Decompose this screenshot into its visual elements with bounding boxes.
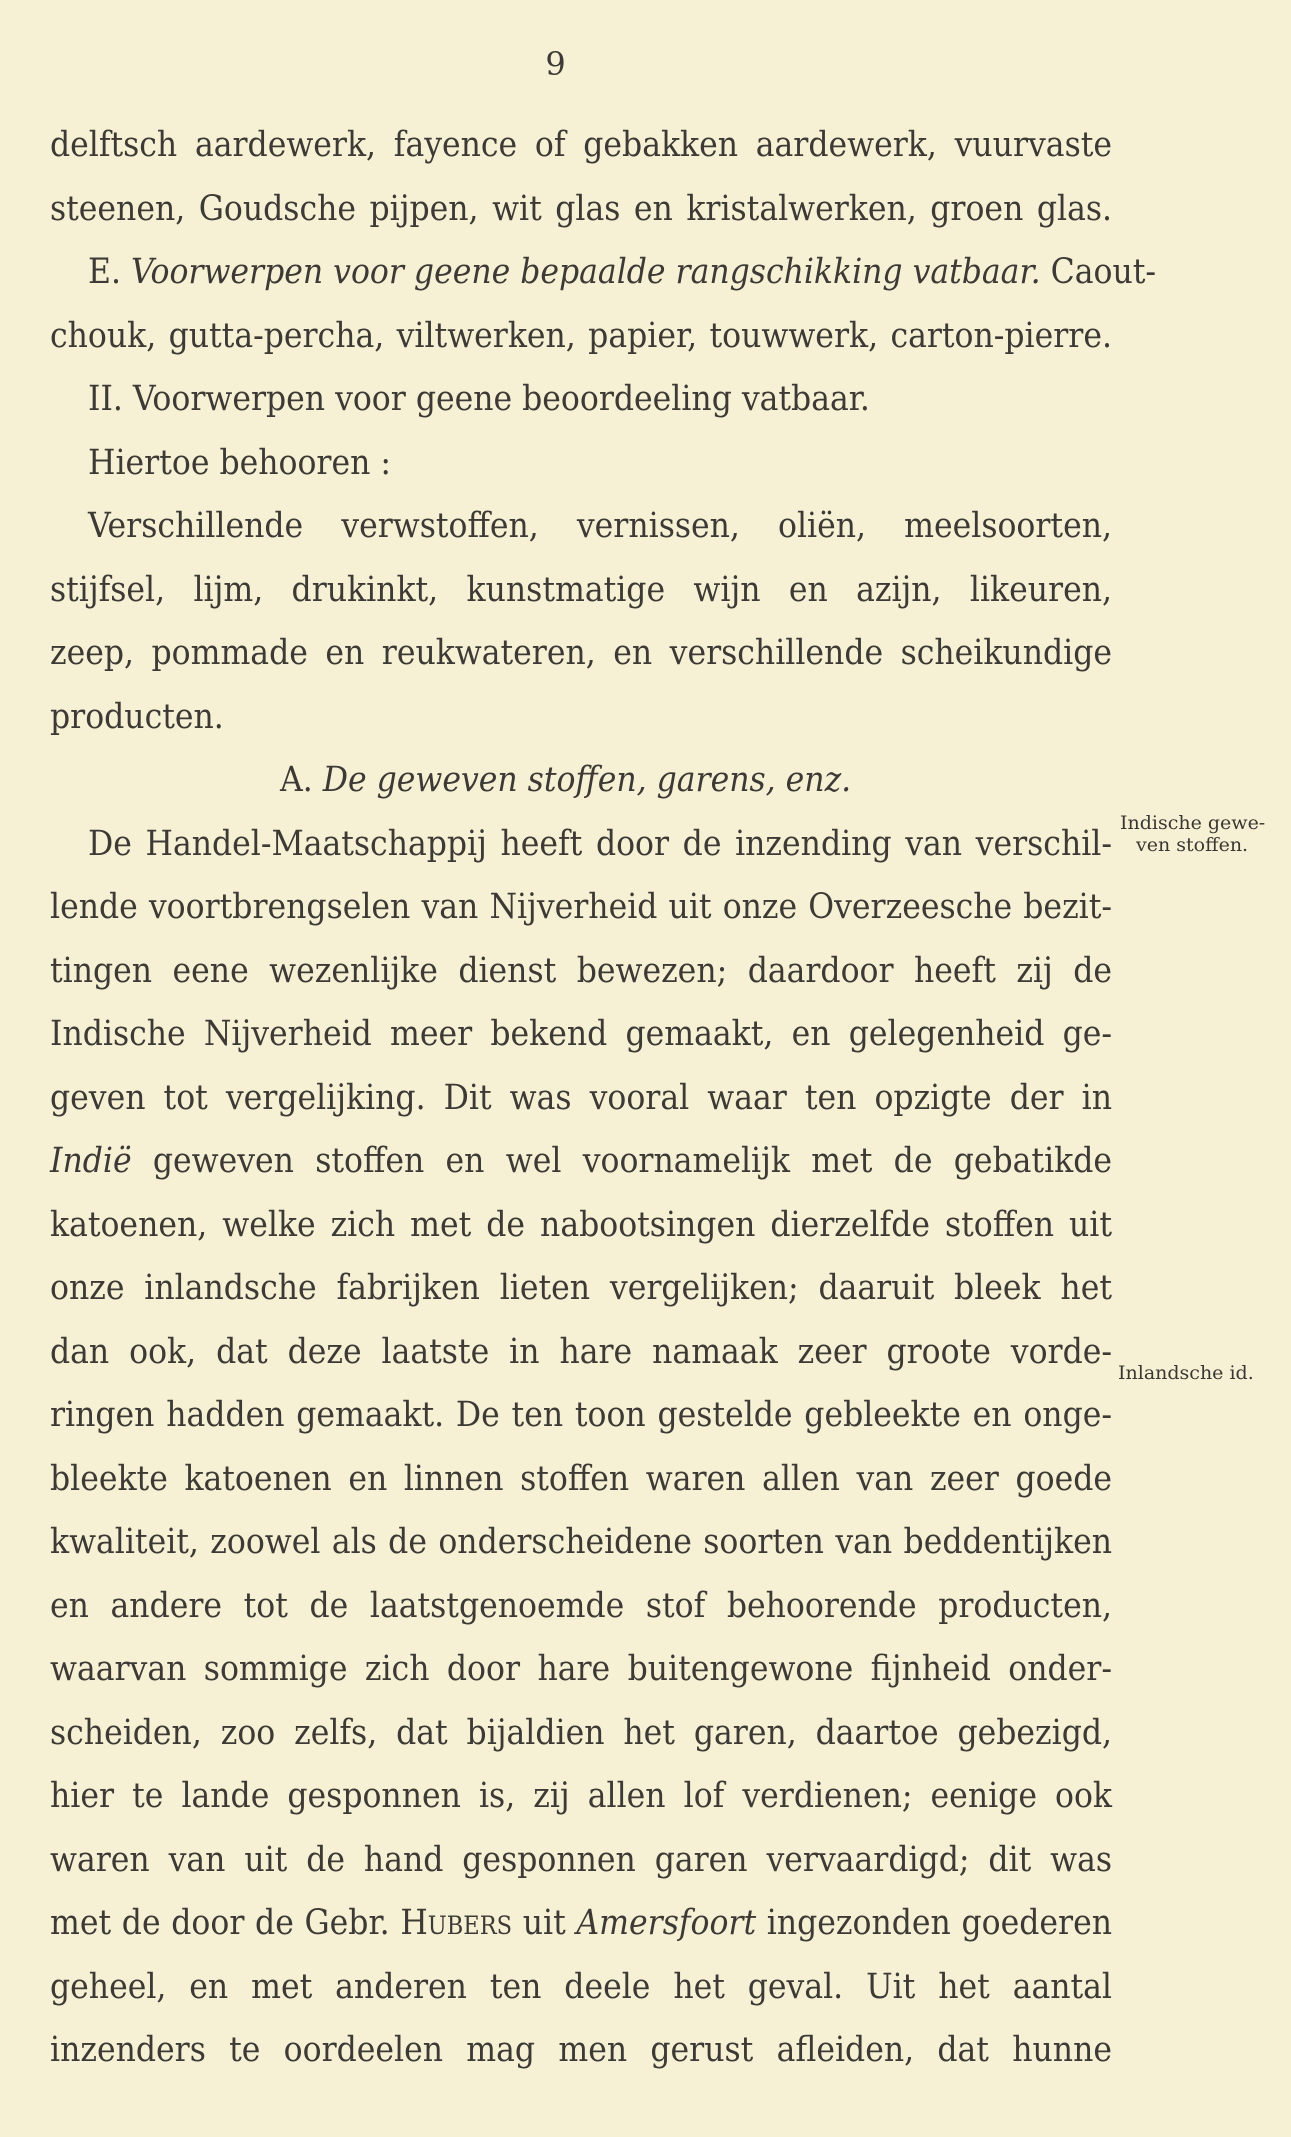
text-line: hier te lande gesponnen is, zij allen lof verdienen; eenige ook bbox=[50, 1776, 1112, 1816]
text-line: onze inlandsche fabrijken lieten vergelijken; daaruit bleek het bbox=[50, 1268, 1112, 1308]
text-line: Hiertoe behooren : bbox=[88, 442, 391, 483]
section-letter: E. bbox=[88, 252, 131, 292]
text-line bbox=[50, 241, 1157, 305]
text-line: geven tot vergelijking. Dit was vooral waar ten opzigte der in bbox=[50, 1077, 1112, 1118]
text-fragment: geweven stoffen en wel voornamelijk met de gebatikde bbox=[131, 1141, 1112, 1181]
text-line: katoenen, welke zich met de nabootsingen dierzelfde stoffen uit bbox=[50, 1204, 1112, 1245]
text-fragment: uit bbox=[512, 1903, 577, 1943]
text-line: ringen hadden gemaakt. De ten toon gestelde gebleekte en onge- bbox=[50, 1395, 1112, 1435]
text-line bbox=[50, 1892, 1112, 1956]
text-fragment: Caout- bbox=[1040, 252, 1157, 292]
text-line: geheel, en met anderen ten deele het geval. Uit het aantal bbox=[50, 1966, 1112, 2007]
text-line: scheiden, zoo zelfs, dat bijaldien het garen, daartoe gebezigd, bbox=[50, 1712, 1112, 1753]
margin-note-inlandsche: Inlandsche id. bbox=[1118, 1362, 1254, 1384]
text-line: bleekte katoenen en linnen stoffen waren allen van zeer goede bbox=[50, 1458, 1112, 1499]
margin-note-indische bbox=[1120, 812, 1265, 856]
page-number: 9 bbox=[545, 45, 567, 83]
text-line bbox=[50, 1130, 1112, 1194]
text-line: delftsch aardewerk, fayence of gebakken aardewerk, vuurvaste bbox=[50, 125, 1112, 165]
text-fragment: ingezonden goederen bbox=[756, 1903, 1112, 1943]
text-line: stijfsel, lijm, drukinkt, kunstmatige wijn en azijn, likeuren, bbox=[50, 569, 1112, 610]
text-line: producten. bbox=[50, 696, 224, 737]
text-line: kwaliteit, zoowel als de onderscheidene soorten van beddentijken bbox=[50, 1522, 1112, 1562]
text-line: waarvan sommige zich door hare buitengewone fijnheid onder- bbox=[50, 1649, 1112, 1689]
section-heading-italic: Voorwerpen voor geene bepaalde rangschikking vatbaar. bbox=[130, 252, 1041, 292]
text-line: Verschillende verwstoffen, vernissen, oliën, meelsoorten, bbox=[88, 506, 1112, 546]
subsection-heading bbox=[50, 749, 1112, 813]
section-heading: II. Voorwerpen voor geene beoordeeling vatbaar. bbox=[88, 379, 870, 419]
subsection-title: De geweven stoffen, garens, enz. bbox=[322, 760, 852, 800]
text-line: waren van uit de hand gesponnen garen vervaardigd; dit was bbox=[50, 1839, 1112, 1880]
margin-note-line: Indische gewe- bbox=[1120, 812, 1266, 834]
text-line: lende voortbrengselen van Nijverheid uit onze Overzeesche bezit- bbox=[50, 887, 1112, 927]
text-fragment: met de door de Gebr. bbox=[50, 1903, 401, 1943]
text-line: chouk, gutta-percha, viltwerken, papier, touwwerk, carton-pierre. bbox=[50, 315, 1112, 356]
text-line: Indische Nijverheid meer bekend gemaakt, en gelegenheid ge- bbox=[50, 1014, 1112, 1054]
text-line: en andere tot de laatstgenoemde stof behoorende producten, bbox=[50, 1585, 1112, 1626]
place-name-italic: Indië bbox=[50, 1141, 132, 1181]
text-line: dan ook, dat deze laatste in hare namaak zeer groote vorde- bbox=[50, 1331, 1112, 1372]
text-line: De Handel-Maatschappij heeft door de inzending van verschil- bbox=[88, 823, 1112, 864]
text-line: steenen, Goudsche pijpen, wit glas en kristalwerken, groen glas. bbox=[50, 188, 1112, 229]
margin-note-line: ven stoffen. bbox=[1136, 834, 1249, 856]
text-line: zeep, pommade en reukwateren, en verschillende scheikundige bbox=[50, 633, 1112, 673]
person-name-smallcaps: Hubers bbox=[400, 1903, 513, 1943]
place-name-italic: Amersfoort bbox=[576, 1903, 757, 1943]
body-text bbox=[50, 114, 1157, 2083]
text-line: inzenders te oordeelen mag men gerust afleiden, dat hunne bbox=[50, 2030, 1112, 2070]
text-line: tingen eene wezenlijke dienst bewezen; daardoor heeft zij de bbox=[50, 950, 1112, 991]
subsection-letter: A. bbox=[280, 760, 323, 800]
